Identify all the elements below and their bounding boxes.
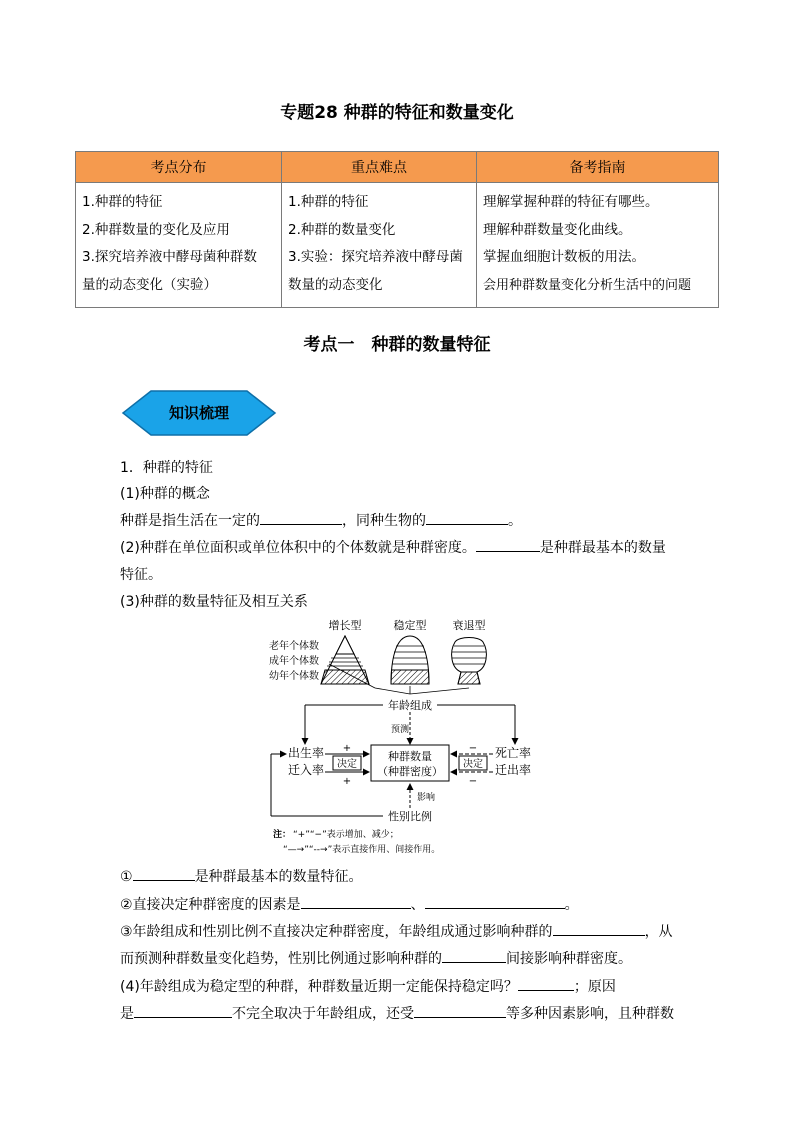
fill-blank[interactable] [414, 1005, 506, 1018]
question-1 [120, 866, 363, 886]
text: ③年龄组成和性别比例不直接决定种群密度，年龄组成通过影响种群的 [120, 924, 553, 940]
study-plan-table [75, 151, 719, 308]
fill-blank[interactable] [518, 978, 574, 991]
growing-pyramid-icon [321, 636, 369, 684]
text: ，从 [644, 924, 673, 940]
plus-sign-1: + [342, 743, 352, 754]
fill-blank[interactable] [476, 539, 540, 552]
list-item: 2.种群的数量变化 [288, 221, 396, 238]
note-label: 注： [273, 830, 292, 840]
decide-left-label: 决定 [337, 759, 357, 770]
sentence-concept [120, 510, 522, 530]
influence-label: 影响 [417, 793, 436, 803]
emigration-rate-label: 迁出率 [495, 763, 532, 777]
fill-blank[interactable] [442, 950, 506, 963]
subheading-concept: (1)种群的概念 [120, 486, 210, 502]
list-item: 理解掌握种群的特征有哪些。 [483, 194, 659, 210]
predict-label: 预测 [390, 725, 410, 735]
text: 等多种因素影响，且种群数 [506, 1006, 674, 1022]
list-item: 1.种群的特征 [82, 194, 163, 210]
fill-blank[interactable] [553, 923, 645, 936]
knowledge-badge [121, 389, 277, 437]
question-3-cont [120, 948, 632, 968]
center-label-1: 种群数量 [388, 750, 432, 763]
age-young-label: 幼年个体数 [269, 671, 319, 682]
text: ；原因 [573, 979, 616, 995]
heading-population-features: 1．种群的特征 [120, 460, 213, 476]
text: ②直接决定种群密度的因素是 [120, 897, 301, 913]
note-line-2: “—→”“--→”表示直接作用、间接作用。 [283, 845, 441, 855]
question-2 [120, 894, 579, 914]
text: (2)种群在单位面积或单位体积中的个体数就是种群密度。 [120, 540, 476, 556]
section-title: 考点一 种群的数量特征 [303, 335, 491, 355]
document-title: 专题28 种群的特征和数量变化 [280, 103, 514, 123]
type-declining-label: 衰退型 [452, 619, 486, 632]
header-prep-guide: 备考指南 [477, 152, 719, 183]
decide-right-label: 决定 [463, 759, 483, 770]
sex-ratio-label: 性别比例 [388, 810, 432, 823]
list-item: 会用种群数量变化分析生活中的问题 [483, 277, 692, 293]
prep-guide-cell [477, 183, 719, 308]
type-growing-label: 增长型 [328, 619, 362, 632]
stable-pyramid-icon [391, 636, 429, 684]
sentence-density [120, 537, 666, 557]
text: 而预测种群数量变化趋势，性别比例通过影响种群的 [120, 951, 442, 967]
text: 。 [508, 513, 522, 529]
age-structure-label: 年龄组成 [388, 699, 432, 712]
subheading-features: (3)种群的数量特征及相互关系 [120, 594, 308, 610]
age-adult-label: 成年个体数 [269, 656, 319, 667]
list-item: 掌握血细胞计数板的用法。 [483, 249, 645, 265]
list-item: 理解种群数量变化曲线。 [483, 221, 632, 238]
text: 、 [410, 897, 425, 913]
text: 种群是指生活在一定的 [120, 513, 260, 529]
text: 间接影响种群密度。 [506, 951, 632, 967]
header-exam-points: 考点分布 [76, 152, 282, 183]
death-rate-label: 死亡率 [495, 746, 532, 760]
text: ，同种生物的 [342, 513, 426, 529]
text: 是种群最基本的数量 [539, 540, 666, 556]
type-stable-label: 稳定型 [393, 619, 427, 632]
list-item: 1.种群的特征 [288, 194, 369, 210]
minus-sign-2: − [468, 776, 478, 787]
fill-blank[interactable] [301, 896, 411, 909]
table-header-row [76, 152, 719, 183]
header-key-difficulties: 重点难点 [282, 152, 477, 183]
text: 是种群最基本的数量特征。 [194, 869, 363, 885]
list-item: 数量的动态变化 [288, 276, 383, 293]
fill-blank[interactable] [260, 512, 342, 525]
list-item: 量的动态变化（实验） [82, 276, 217, 293]
text: 。 [564, 897, 579, 913]
fill-blank[interactable] [133, 868, 195, 881]
plus-sign-2: + [342, 776, 352, 787]
immigration-rate-label: 迁入率 [288, 763, 325, 777]
badge-label: 知识梳理 [168, 404, 229, 422]
minus-sign-1: − [468, 743, 478, 754]
table-row [76, 183, 719, 308]
declining-pyramid-icon [452, 638, 487, 685]
text: 是 [120, 1006, 134, 1022]
birth-rate-label: 出生率 [288, 746, 325, 760]
question-4 [120, 976, 616, 996]
fill-blank[interactable] [134, 1005, 232, 1018]
list-item: 2.种群数量的变化及应用 [82, 221, 230, 238]
age-old-label: 老年个体数 [269, 641, 319, 652]
list-item: 3.探究培养液中酵母菌种群数 [82, 249, 257, 265]
fill-blank[interactable] [425, 896, 565, 909]
note-line-1: “+”“−”表示增加、减少； [293, 830, 399, 840]
text: 不完全取决于年龄组成，还受 [232, 1006, 414, 1022]
list-item: 3.实验：探究培养液中酵母菌 [288, 249, 463, 265]
fill-blank[interactable] [426, 512, 508, 525]
population-features-diagram [255, 612, 545, 862]
sentence-density-end: 特征。 [120, 567, 162, 583]
exam-points-cell [76, 183, 282, 308]
question-3 [120, 921, 673, 941]
question-4-cont [120, 1003, 674, 1023]
text: ① [120, 869, 133, 885]
center-label-2: （种群密度） [377, 765, 443, 778]
text: (4)年龄组成为稳定型的种群，种群数量近期一定能保持稳定吗？ [120, 979, 518, 995]
key-difficulties-cell [282, 183, 477, 308]
